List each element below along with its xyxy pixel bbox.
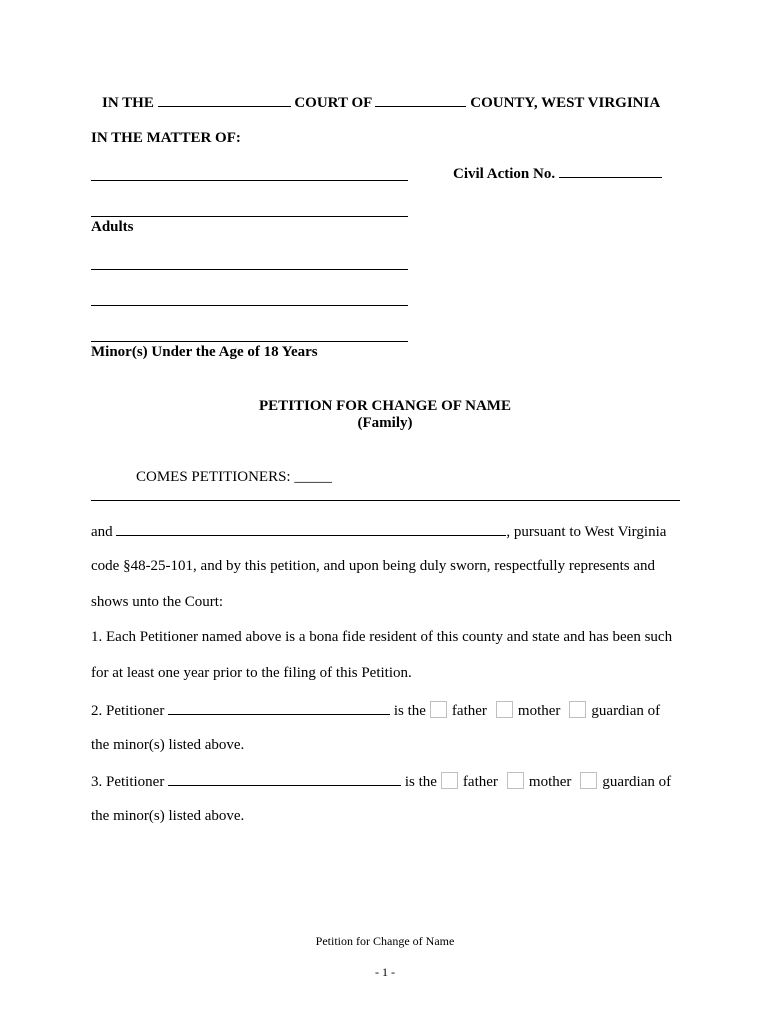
adult-name-line-1[interactable]	[91, 180, 408, 181]
header-county-state: COUNTY, WEST VIRGINIA	[470, 95, 661, 111]
civil-action-number-blank[interactable]	[559, 165, 662, 178]
paragraph-2	[91, 701, 660, 720]
mother-label: mother	[528, 774, 572, 790]
minor-name-line-3[interactable]	[91, 341, 408, 342]
pursuant-text: , pursuant to West Virginia	[506, 524, 667, 540]
petitioner-3-label: 3. Petitioner	[91, 774, 165, 790]
comes-petitioners: COMES PETITIONERS: _____	[136, 469, 332, 485]
guardian-label: guardian of	[591, 703, 661, 719]
and-label: and	[91, 524, 113, 540]
court-header	[102, 94, 660, 112]
paragraph-1-line-1: 1. Each Petitioner named above is a bona fide resident of this county and state and has been such	[91, 629, 673, 645]
mother-label: mother	[517, 703, 561, 719]
shows-line: shows unto the Court:	[91, 594, 224, 610]
paragraph-3	[91, 772, 671, 791]
father-checkbox[interactable]	[430, 701, 447, 718]
father-label: father	[451, 703, 487, 719]
is-the-text: is the	[404, 774, 437, 790]
minor-name-line-1[interactable]	[91, 269, 408, 270]
petition-subtitle: (Family)	[357, 415, 413, 431]
petitioner-2-label: 2. Petitioner	[91, 703, 165, 719]
code-line: code §48-25-101, and by this petition, and upon being duly sworn, respectfully represents and	[91, 558, 656, 574]
petitioners-name-line[interactable]	[91, 500, 680, 501]
matter-label: IN THE MATTER OF:	[91, 130, 241, 146]
second-petitioner-blank[interactable]	[116, 523, 506, 536]
paragraph-1-line-2: for at least one year prior to the filing of this Petition.	[91, 665, 412, 681]
civil-action-label: Civil Action No.	[453, 166, 556, 182]
header-court-of: COURT OF	[294, 95, 372, 111]
adults-label: Adults	[91, 219, 134, 235]
paragraph-2-minors: the minor(s) listed above.	[91, 737, 245, 753]
mother-checkbox[interactable]	[507, 772, 524, 789]
petitioner-2-name-blank[interactable]	[168, 702, 390, 715]
father-label: father	[462, 774, 498, 790]
header-in-the: IN THE	[102, 95, 154, 111]
is-the-text: is the	[393, 703, 426, 719]
mother-checkbox[interactable]	[496, 701, 513, 718]
father-checkbox[interactable]	[441, 772, 458, 789]
guardian-checkbox[interactable]	[569, 701, 586, 718]
guardian-checkbox[interactable]	[580, 772, 597, 789]
county-name-blank[interactable]	[375, 94, 466, 107]
guardian-label: guardian of	[602, 774, 672, 790]
adult-name-line-2[interactable]	[91, 216, 408, 217]
petition-title: PETITION FOR CHANGE OF NAME	[259, 398, 511, 414]
civil-action	[453, 165, 662, 183]
petitioner-3-name-blank[interactable]	[168, 773, 401, 786]
minors-label: Minor(s) Under the Age of 18 Years	[91, 344, 318, 360]
footer-title: Petition for Change of Name	[315, 934, 455, 948]
court-name-blank[interactable]	[158, 94, 291, 107]
page-number: - 1 -	[375, 965, 395, 979]
minor-name-line-2[interactable]	[91, 305, 408, 306]
and-line	[91, 523, 666, 541]
paragraph-3-minors: the minor(s) listed above.	[91, 808, 245, 824]
